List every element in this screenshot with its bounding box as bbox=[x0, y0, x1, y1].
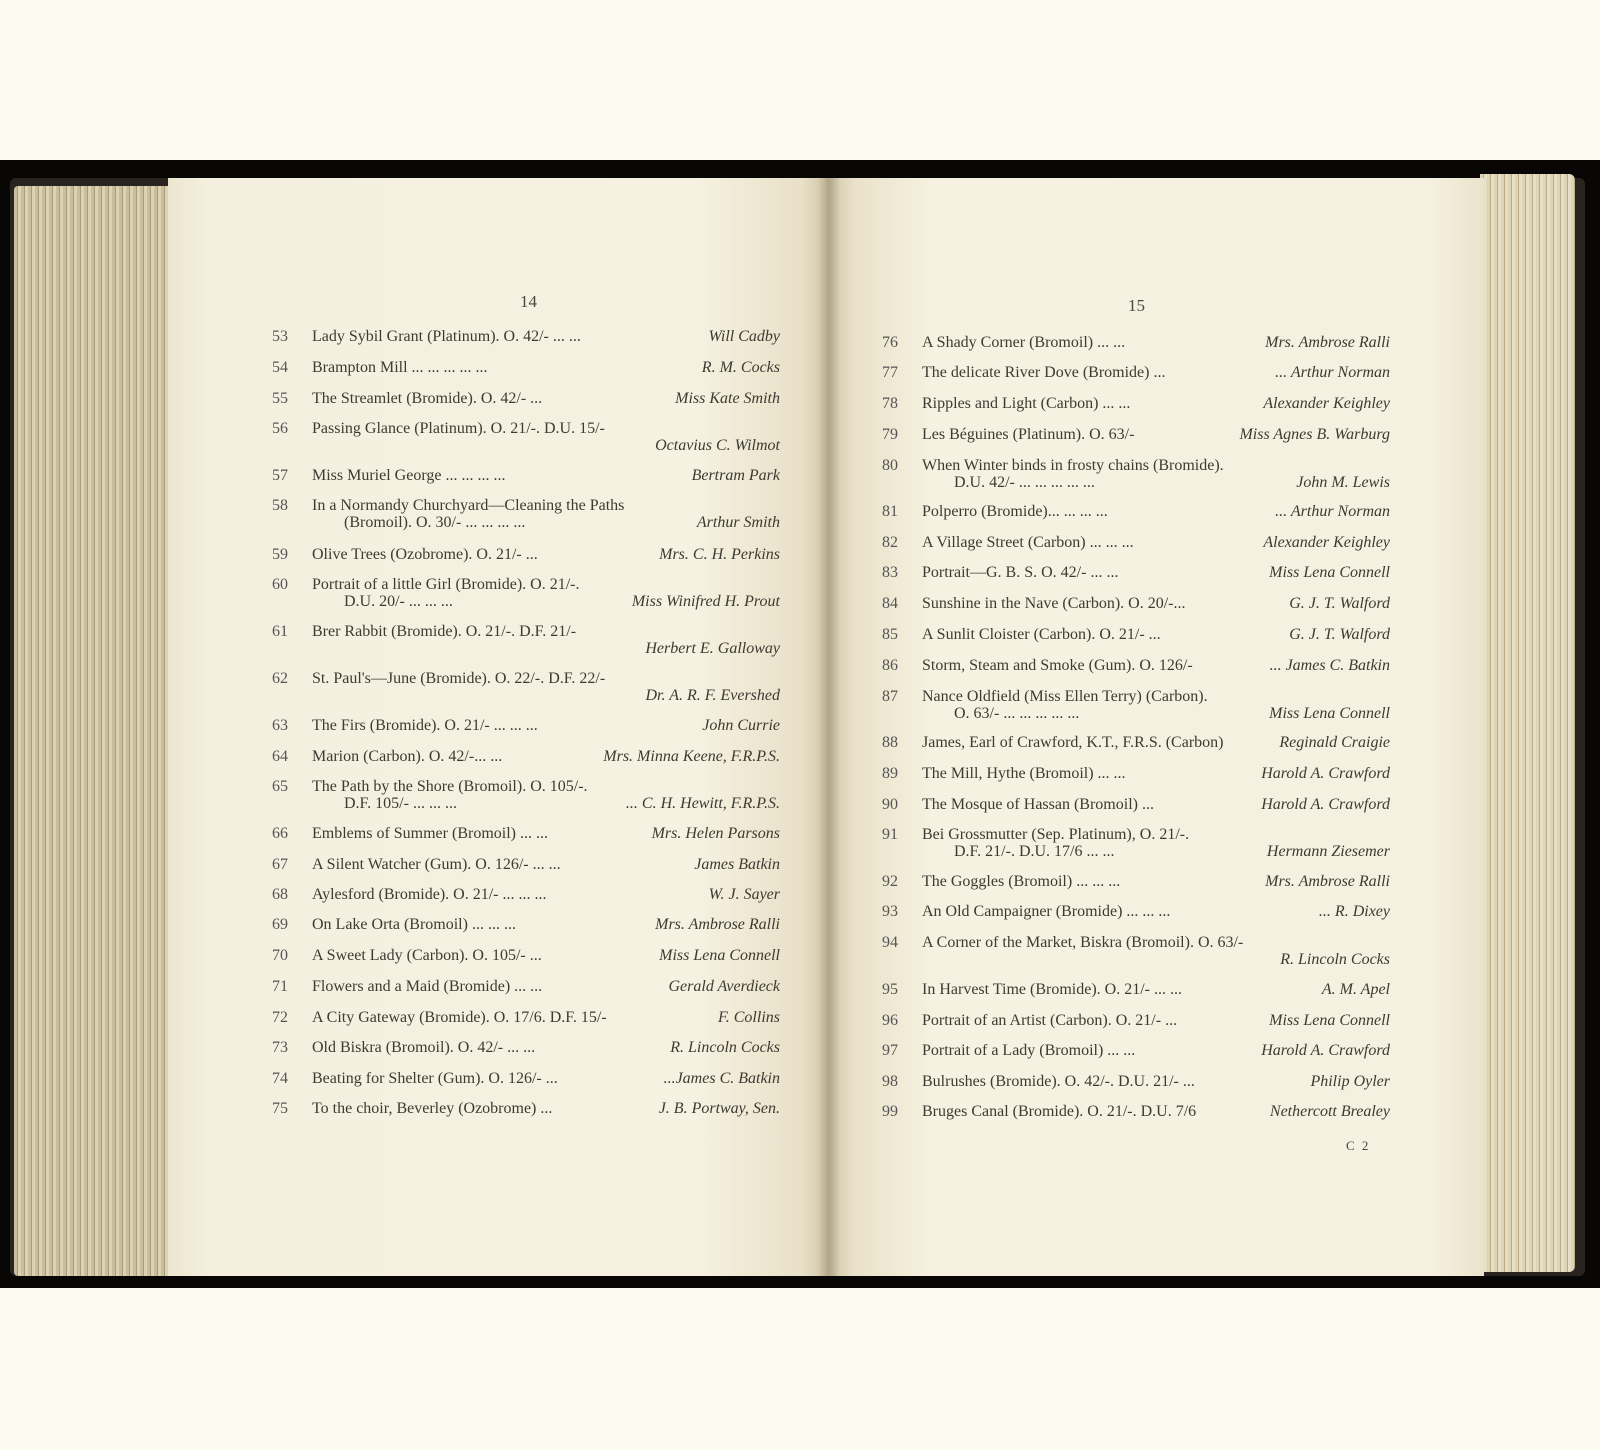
catalogue-entry bbox=[272, 576, 792, 610]
entry-exhibitor: Mrs. Ambrose Ralli bbox=[1265, 334, 1390, 351]
catalogue-entry bbox=[272, 1039, 792, 1073]
entry-exhibitor: Miss Lena Connell bbox=[1269, 564, 1390, 581]
entry-number: 65 bbox=[272, 778, 288, 795]
catalogue-entry bbox=[882, 595, 1402, 629]
catalogue-entry bbox=[882, 334, 1402, 368]
entry-number: 68 bbox=[272, 886, 288, 903]
page-number-left: 14 bbox=[520, 292, 537, 311]
entry-exhibitor: Mrs. C. H. Perkins bbox=[659, 546, 780, 563]
catalogue-entry bbox=[272, 670, 792, 704]
entry-number: 63 bbox=[272, 717, 288, 734]
catalogue-entry bbox=[272, 947, 792, 981]
entry-number: 78 bbox=[882, 395, 898, 412]
entry-title-continued: (Bromoil). O. 30/- ... ... ... ... bbox=[344, 514, 526, 531]
entry-exhibitor: James Batkin bbox=[694, 856, 780, 873]
entry-title: Brer Rabbit (Bromide). O. 21/-. D.F. 21/- bbox=[312, 623, 577, 640]
entry-title: Olive Trees (Ozobrome). O. 21/- ... bbox=[312, 546, 538, 563]
entry-title: In a Normandy Churchyard—Cleaning the Paths bbox=[312, 497, 625, 514]
entry-number: 55 bbox=[272, 390, 288, 407]
entry-title: The Mill, Hythe (Bromoil) ... ... bbox=[922, 765, 1126, 782]
entry-exhibitor: Will Cadby bbox=[708, 328, 780, 345]
catalogue-entry bbox=[882, 934, 1402, 968]
entry-exhibitor: Philip Oyler bbox=[1310, 1073, 1390, 1090]
entry-title: Lady Sybil Grant (Platinum). O. 42/- ... ... bbox=[312, 328, 581, 345]
entry-title: A Silent Watcher (Gum). O. 126/- ... ... bbox=[312, 856, 561, 873]
entry-exhibitor: Mrs. Ambrose Ralli bbox=[655, 916, 780, 933]
entry-number: 86 bbox=[882, 657, 898, 674]
entry-title: To the choir, Beverley (Ozobrome) ... bbox=[312, 1100, 553, 1117]
entry-number: 89 bbox=[882, 765, 898, 782]
entry-title: Marion (Carbon). O. 42/-... ... bbox=[312, 748, 503, 765]
entry-exhibitor: J. B. Portway, Sen. bbox=[658, 1100, 780, 1117]
catalogue-entry bbox=[272, 748, 792, 782]
entry-title: A Corner of the Market, Biskra (Bromoil). O. 63/- bbox=[922, 934, 1244, 951]
entry-number: 70 bbox=[272, 947, 288, 964]
catalogue-entry bbox=[882, 626, 1402, 660]
catalogue-entry bbox=[882, 796, 1402, 830]
entry-title: In Harvest Time (Bromide). O. 21/- ... ... bbox=[922, 981, 1182, 998]
entry-number: 69 bbox=[272, 916, 288, 933]
entry-number: 61 bbox=[272, 623, 288, 640]
entry-title: On Lake Orta (Bromoil) ... ... ... bbox=[312, 916, 516, 933]
entry-number: 99 bbox=[882, 1103, 898, 1120]
catalogue-entry bbox=[272, 390, 792, 424]
entry-title: Portrait—G. B. S. O. 42/- ... ... bbox=[922, 564, 1119, 581]
entry-title: James, Earl of Crawford, K.T., F.R.S. (Carbon) bbox=[922, 734, 1224, 751]
catalogue-entry bbox=[882, 1042, 1402, 1076]
book-gutter bbox=[818, 178, 840, 1276]
entry-number: 66 bbox=[272, 825, 288, 842]
entry-exhibitor: Harold A. Crawford bbox=[1261, 1042, 1390, 1059]
catalogue-entry bbox=[272, 717, 792, 751]
entry-exhibitor: Harold A. Crawford bbox=[1261, 765, 1390, 782]
catalogue-entry bbox=[272, 916, 792, 950]
entry-exhibitor: Alexander Keighley bbox=[1263, 395, 1390, 412]
entry-exhibitor: Mrs. Minna Keene, F.R.P.S. bbox=[603, 748, 780, 765]
catalogue-entry bbox=[882, 1073, 1402, 1107]
entry-exhibitor: A. M. Apel bbox=[1321, 981, 1390, 998]
entry-exhibitor: R. M. Cocks bbox=[701, 359, 780, 376]
entry-number: 72 bbox=[272, 1009, 288, 1026]
entry-title: The delicate River Dove (Bromide) ... bbox=[922, 364, 1166, 381]
entry-number: 90 bbox=[882, 796, 898, 813]
entry-number: 75 bbox=[272, 1100, 288, 1117]
entry-exhibitor: John Currie bbox=[702, 717, 780, 734]
entry-number: 57 bbox=[272, 467, 288, 484]
entry-title: Beating for Shelter (Gum). O. 126/- ... bbox=[312, 1070, 558, 1087]
entry-exhibitor: Alexander Keighley bbox=[1263, 534, 1390, 551]
entry-number: 93 bbox=[882, 903, 898, 920]
entry-number: 76 bbox=[882, 334, 898, 351]
entry-number: 98 bbox=[882, 1073, 898, 1090]
entry-title: Nance Oldfield (Miss Ellen Terry) (Carbon). bbox=[922, 688, 1208, 705]
catalogue-entry bbox=[882, 1012, 1402, 1046]
entry-exhibitor: ... Arthur Norman bbox=[1275, 364, 1390, 381]
entry-title: Bruges Canal (Bromide). O. 21/-. D.U. 7/6 bbox=[922, 1103, 1197, 1120]
entry-number: 73 bbox=[272, 1039, 288, 1056]
entry-number: 54 bbox=[272, 359, 288, 376]
catalogue-entry bbox=[882, 1103, 1402, 1137]
entry-exhibitor: Herbert E. Galloway bbox=[645, 640, 780, 657]
entry-exhibitor: W. J. Sayer bbox=[708, 886, 780, 903]
entry-title: Aylesford (Bromide). O. 21/- ... ... ... bbox=[312, 886, 547, 903]
entry-title: The Goggles (Bromoil) ... ... ... bbox=[922, 873, 1121, 890]
entry-exhibitor: F. Collins bbox=[718, 1009, 780, 1026]
entry-number: 56 bbox=[272, 420, 288, 437]
entry-title: A City Gateway (Bromide). O. 17/6. D.F. 15/- bbox=[312, 1009, 607, 1026]
entry-number: 88 bbox=[882, 734, 898, 751]
entry-title: St. Paul's—June (Bromide). O. 22/-. D.F. 22/- bbox=[312, 670, 606, 687]
entry-title: Emblems of Summer (Bromoil) ... ... bbox=[312, 825, 548, 842]
entry-exhibitor: Nethercott Brealey bbox=[1269, 1103, 1390, 1120]
entry-number: 80 bbox=[882, 457, 898, 474]
entry-title: Passing Glance (Platinum). O. 21/-. D.U. 15/- bbox=[312, 420, 605, 437]
entry-number: 60 bbox=[272, 576, 288, 593]
entry-title: Miss Muriel George ... ... ... ... bbox=[312, 467, 506, 484]
catalogue-entry bbox=[882, 503, 1402, 537]
catalogue-entry bbox=[272, 1100, 792, 1134]
entry-number: 96 bbox=[882, 1012, 898, 1029]
entry-title: The Firs (Bromide). O. 21/- ... ... ... bbox=[312, 717, 538, 734]
catalogue-entry bbox=[882, 534, 1402, 568]
catalogue-entry bbox=[272, 623, 792, 657]
entry-number: 77 bbox=[882, 364, 898, 381]
catalogue-entry bbox=[882, 981, 1402, 1015]
entry-exhibitor: Mrs. Ambrose Ralli bbox=[1265, 873, 1390, 890]
catalogue-entry bbox=[272, 886, 792, 920]
entry-title: Portrait of a Lady (Bromoil) ... ... bbox=[922, 1042, 1136, 1059]
entry-number: 91 bbox=[882, 826, 898, 843]
catalogue-entry bbox=[272, 825, 792, 859]
catalogue-entry bbox=[882, 903, 1402, 937]
page-edges-left bbox=[14, 186, 179, 1276]
catalogue-entry bbox=[882, 873, 1402, 907]
entry-number: 92 bbox=[882, 873, 898, 890]
entry-title: A Sweet Lady (Carbon). O. 105/- ... bbox=[312, 947, 542, 964]
entry-title: When Winter binds in frosty chains (Bromide). bbox=[922, 457, 1224, 474]
entry-number: 53 bbox=[272, 328, 288, 345]
entry-number: 95 bbox=[882, 981, 898, 998]
entry-title: Storm, Steam and Smoke (Gum). O. 126/- bbox=[922, 657, 1193, 674]
catalogue-entry bbox=[272, 467, 792, 501]
entry-exhibitor: Hermann Ziesemer bbox=[1266, 843, 1390, 860]
catalogue-entry bbox=[882, 564, 1402, 598]
entry-exhibitor: Gerald Averdieck bbox=[668, 978, 780, 995]
entry-exhibitor: R. Lincoln Cocks bbox=[670, 1039, 780, 1056]
entry-number: 82 bbox=[882, 534, 898, 551]
entry-exhibitor: Miss Kate Smith bbox=[675, 390, 780, 407]
entry-exhibitor: Miss Lena Connell bbox=[659, 947, 780, 964]
catalogue-entry bbox=[882, 395, 1402, 429]
entry-title: Brampton Mill ... ... ... ... ... bbox=[312, 359, 488, 376]
catalogue-entry bbox=[882, 457, 1402, 491]
entry-title: The Streamlet (Bromide). O. 42/- ... bbox=[312, 390, 543, 407]
entry-title: Old Biskra (Bromoil). O. 42/- ... ... bbox=[312, 1039, 536, 1056]
entry-number: 94 bbox=[882, 934, 898, 951]
entry-number: 84 bbox=[882, 595, 898, 612]
page-edges-right bbox=[1480, 174, 1575, 1272]
entry-title: Portrait of an Artist (Carbon). O. 21/- ... bbox=[922, 1012, 1178, 1029]
entry-title: Portrait of a little Girl (Bromide). O. 21/-. bbox=[312, 576, 580, 593]
catalogue-entry bbox=[272, 778, 792, 812]
entry-number: 74 bbox=[272, 1070, 288, 1087]
entry-exhibitor: ... R. Dixey bbox=[1318, 903, 1390, 920]
entry-title: A Village Street (Carbon) ... ... ... bbox=[922, 534, 1134, 551]
entry-exhibitor: ... James C. Batkin bbox=[1269, 657, 1390, 674]
entry-number: 58 bbox=[272, 497, 288, 514]
entry-exhibitor: ... Arthur Norman bbox=[1275, 503, 1390, 520]
entry-exhibitor: Dr. A. R. F. Evershed bbox=[645, 687, 780, 704]
entry-title: Sunshine in the Nave (Carbon). O. 20/-... bbox=[922, 595, 1186, 612]
entry-number: 97 bbox=[882, 1042, 898, 1059]
entry-title: Polperro (Bromide)... ... ... ... bbox=[922, 503, 1108, 520]
catalogue-entry bbox=[882, 826, 1402, 860]
entry-title: Les Béguines (Platinum). O. 63/- bbox=[922, 426, 1135, 443]
entry-title-continued: D.F. 21/-. D.U. 17/6 ... ... bbox=[954, 843, 1115, 860]
catalogue-entry bbox=[272, 856, 792, 890]
entry-title: The Path by the Shore (Bromoil). O. 105/-. bbox=[312, 778, 588, 795]
entry-title-continued: O. 63/- ... ... ... ... ... bbox=[954, 705, 1080, 722]
entry-number: 81 bbox=[882, 503, 898, 520]
entry-exhibitor: Miss Lena Connell bbox=[1269, 1012, 1390, 1029]
entry-number: 67 bbox=[272, 856, 288, 873]
signature-mark: C 2 bbox=[1346, 1138, 1371, 1153]
entry-exhibitor: Harold A. Crawford bbox=[1261, 796, 1390, 813]
entry-exhibitor: Mrs. Helen Parsons bbox=[651, 825, 780, 842]
page-number-right: 15 bbox=[1128, 296, 1145, 315]
catalogue-entry bbox=[272, 1009, 792, 1043]
catalogue-entry bbox=[272, 328, 792, 362]
catalogue-entry bbox=[272, 546, 792, 580]
entry-exhibitor: John M. Lewis bbox=[1296, 474, 1390, 491]
entry-title: Flowers and a Maid (Bromide) ... ... bbox=[312, 978, 543, 995]
entry-title: An Old Campaigner (Bromide) ... ... ... bbox=[922, 903, 1171, 920]
entry-number: 83 bbox=[882, 564, 898, 581]
catalogue-entry bbox=[272, 420, 792, 454]
entry-number: 85 bbox=[882, 626, 898, 643]
catalogue-entry bbox=[272, 497, 792, 531]
entry-title-continued: D.U. 42/- ... ... ... ... ... bbox=[954, 474, 1095, 491]
entry-exhibitor: Miss Winifred H. Prout bbox=[631, 593, 780, 610]
catalogue-entry bbox=[272, 359, 792, 393]
entry-exhibitor: G. J. T. Walford bbox=[1289, 626, 1390, 643]
entry-title: A Sunlit Cloister (Carbon). O. 21/- ... bbox=[922, 626, 1161, 643]
catalogue-entry bbox=[272, 1070, 792, 1104]
entry-exhibitor: Bertram Park bbox=[691, 467, 780, 484]
entry-title: Bulrushes (Bromide). O. 42/-. D.U. 21/- ... bbox=[922, 1073, 1195, 1090]
entry-title: A Shady Corner (Bromoil) ... ... bbox=[922, 334, 1126, 351]
entry-exhibitor: Reginald Craigie bbox=[1279, 734, 1390, 751]
entry-title: Bei Grossmutter (Sep. Platinum), O. 21/-. bbox=[922, 826, 1190, 843]
entry-number: 64 bbox=[272, 748, 288, 765]
catalogue-entry bbox=[882, 734, 1402, 768]
entry-number: 59 bbox=[272, 546, 288, 563]
entry-number: 79 bbox=[882, 426, 898, 443]
entry-exhibitor: ... C. H. Hewitt, F.R.P.S. bbox=[625, 795, 780, 812]
entry-exhibitor: Arthur Smith bbox=[696, 514, 780, 531]
entry-exhibitor: Miss Agnes B. Warburg bbox=[1239, 426, 1390, 443]
catalogue-entry bbox=[272, 978, 792, 1012]
entry-exhibitor: R. Lincoln Cocks bbox=[1280, 951, 1390, 968]
entry-title: Ripples and Light (Carbon) ... ... bbox=[922, 395, 1131, 412]
catalogue-entry bbox=[882, 426, 1402, 460]
entry-title-continued: D.F. 105/- ... ... ... bbox=[344, 795, 457, 812]
entry-exhibitor: Octavius C. Wilmot bbox=[655, 437, 780, 454]
catalogue-entry bbox=[882, 688, 1402, 722]
entry-number: 87 bbox=[882, 688, 898, 705]
catalogue-entry bbox=[882, 364, 1402, 398]
entry-title: The Mosque of Hassan (Bromoil) ... bbox=[922, 796, 1154, 813]
entry-exhibitor: ...James C. Batkin bbox=[663, 1070, 780, 1087]
entry-exhibitor: Miss Lena Connell bbox=[1269, 705, 1390, 722]
entry-title-continued: D.U. 20/- ... ... ... bbox=[344, 593, 453, 610]
entry-number: 71 bbox=[272, 978, 288, 995]
entry-exhibitor: G. J. T. Walford bbox=[1289, 595, 1390, 612]
entry-number: 62 bbox=[272, 670, 288, 687]
catalogue-entry bbox=[882, 657, 1402, 691]
catalogue-entry bbox=[882, 765, 1402, 799]
